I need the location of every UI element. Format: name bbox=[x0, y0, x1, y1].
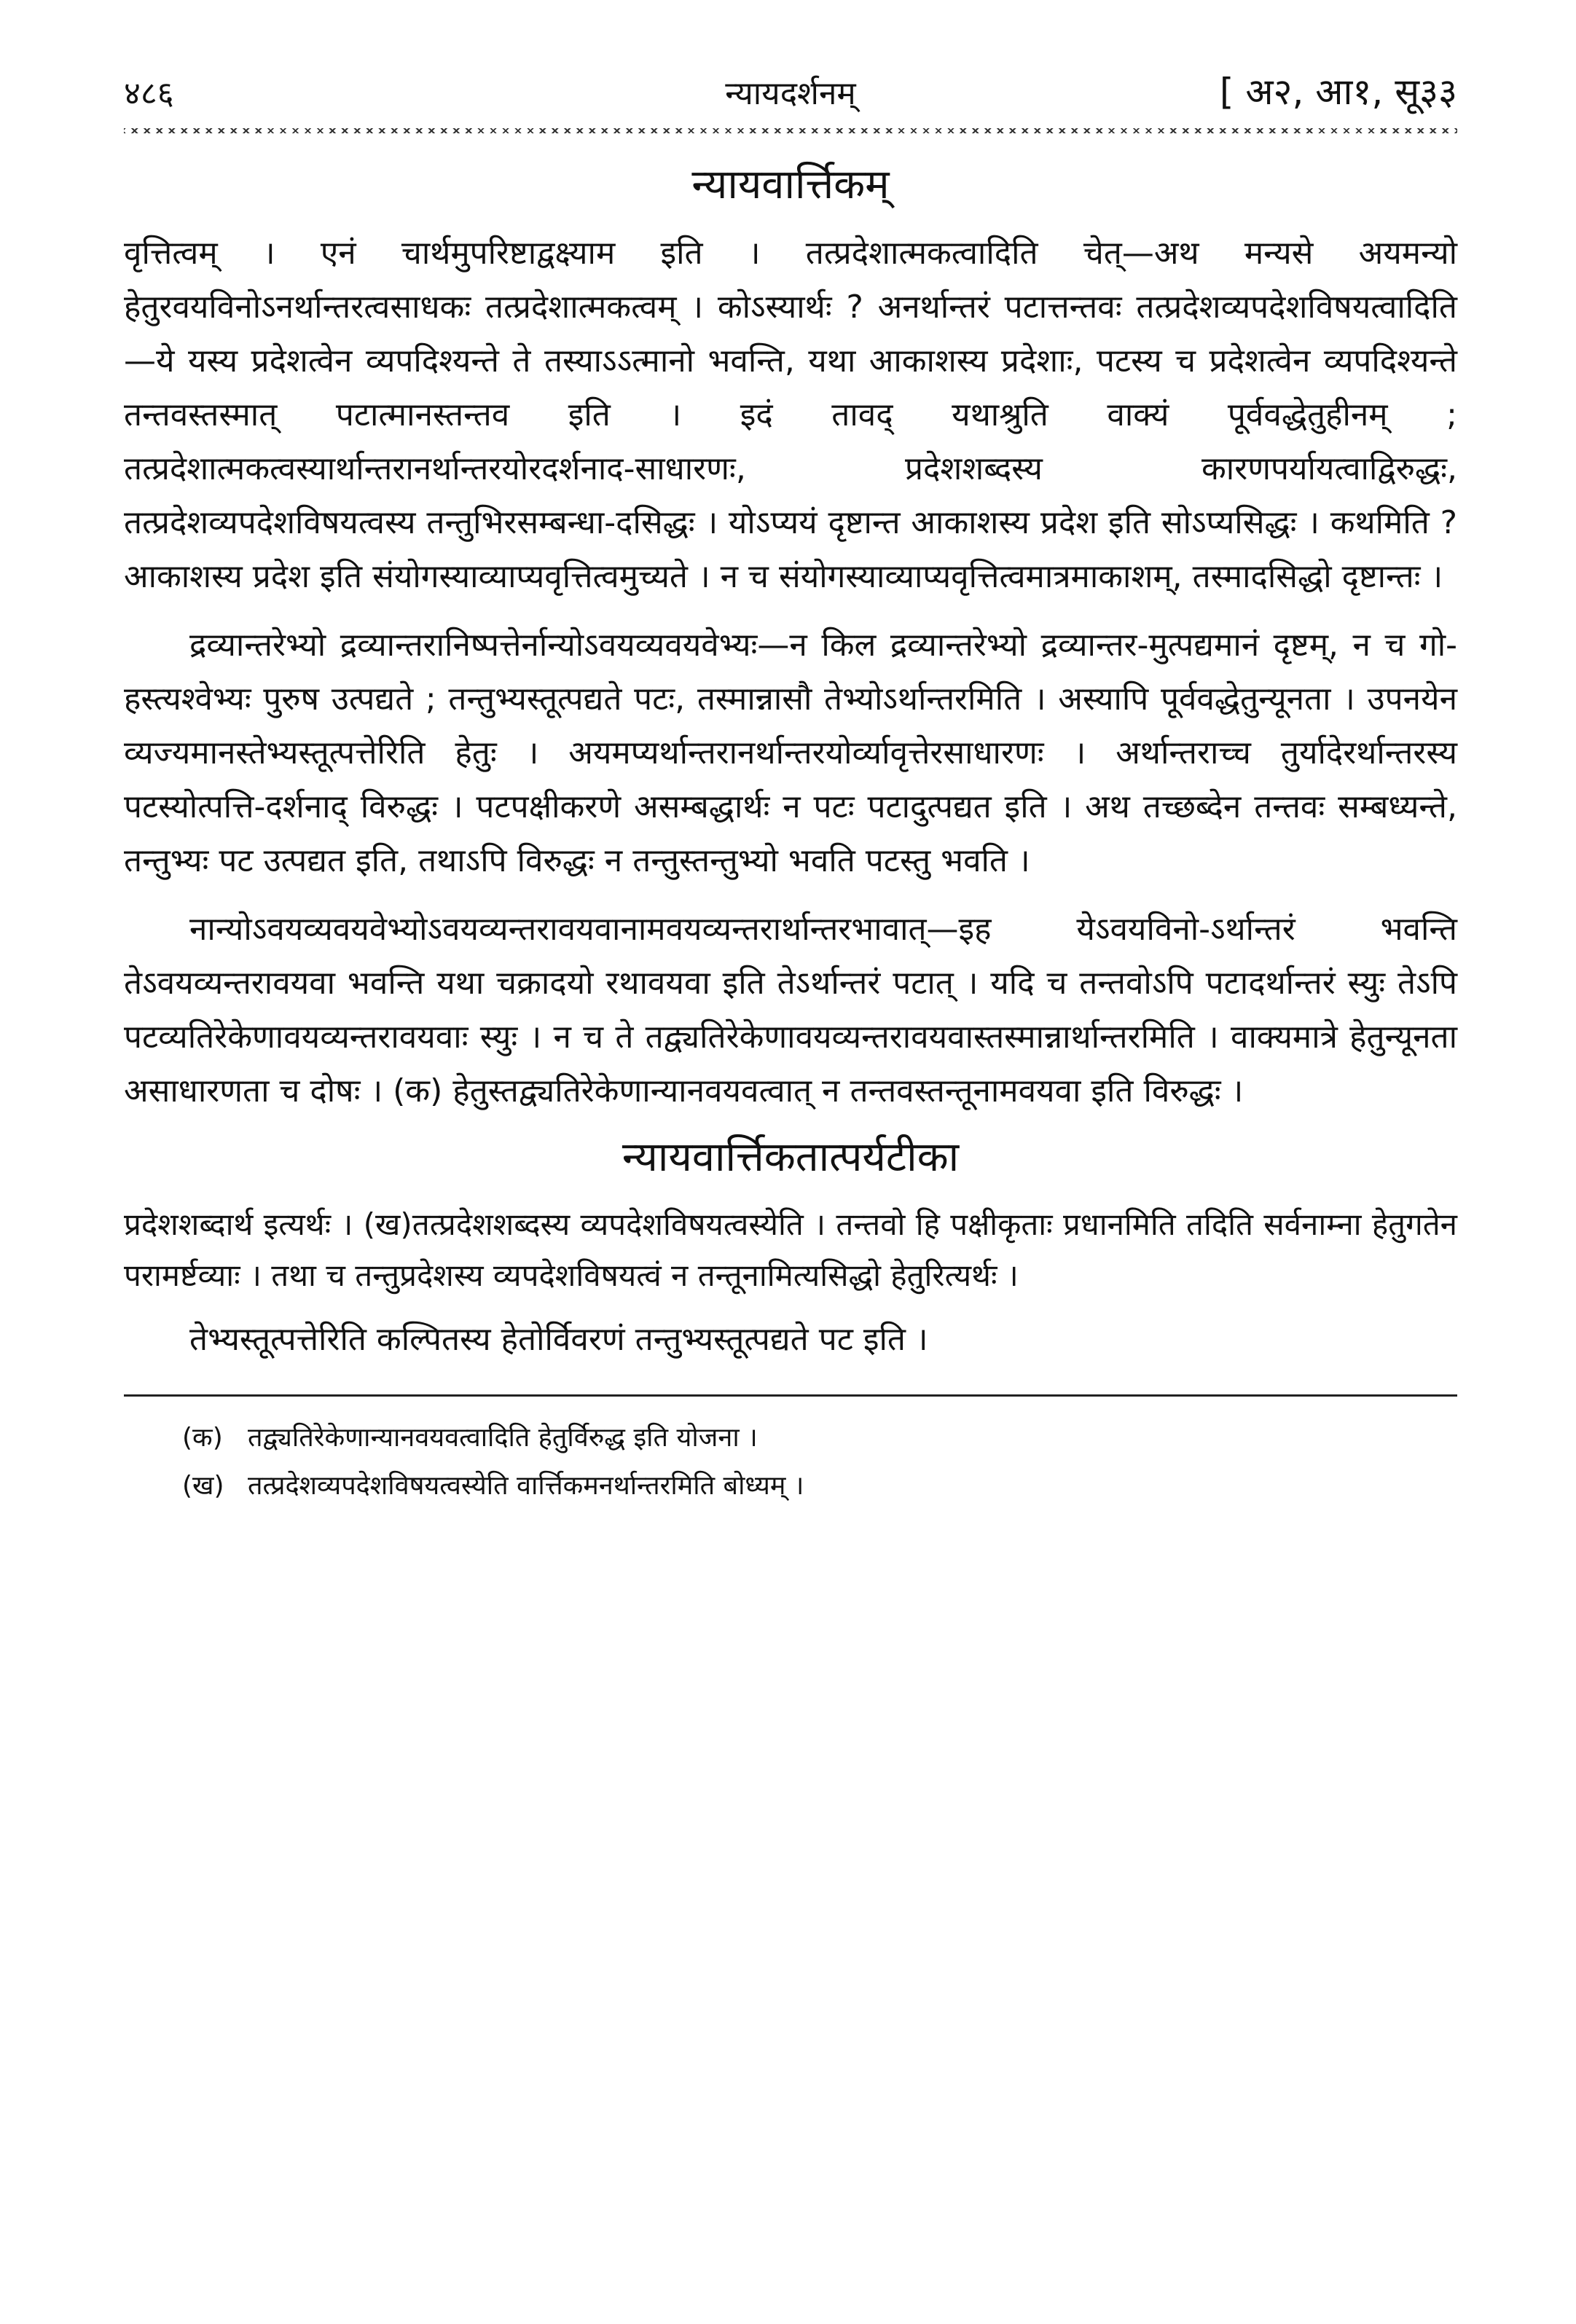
varttika-paragraph: द्रव्यान्तरेभ्यो द्रव्यान्तरानिष्पत्तेर्नान्योऽवयव्यवयवेभ्यः—न किल द्रव्यान्तरेभ्यो द्रव्यान्तर-मुत्पद्यमानं दृष्टम्, न च गो-हस्त्यश्वेभ्यः पुरुष उत्पद्यते ; तन्तुभ्यस्तूत्पद्यते पटः, तस्मान्नासौ तेभ्योऽर्थान्तरमिति । अस्यापि पूर्ववद्धेतुन्यूनता । उपनयेन व्यज्यमानस्तेभ्यस्तूत्पत्तेरिति हेतुः । अयमप्यर्थान्तरानर्थान्तरयोर्व्यावृत्तेरसाधारणः । अर्थान्तराच्च तुर्यादेरर्थान्तरस्य पटस्योत्पत्ति-दर्शनाद् विरुद्धः । पटपक्षीकरणे असम्बद्धार्थः न पटः पटादुत्पद्यत इति । अथ तच्छब्देन तन्तवः सम्बध्यन्ते, तन्तुभ्यः पट उत्पद्यत इति, तथाऽपि विरुद्धः न तन्तुस्तन्तुभ्यो भवति पटस्तु भवति । bbox=[124, 627, 1457, 880]
footnote-marker: (क) bbox=[182, 1423, 223, 1453]
section-title-tatparyatika: न्यायवार्त्तिकतात्पर्यटीका bbox=[622, 1134, 960, 1182]
footnote-separator bbox=[124, 1394, 1457, 1397]
tika-paragraph: प्रदेशशब्दार्थ इत्यर्थः । (ख)तत्प्रदेशशब्दस्य व्यपदेशविषयत्वस्येति । तन्तवो हि पक्षीकृताः प्रधानमिति तदिति सर्वनाम्ना हेतुगतेन परामर्ष्टव्याः । तथा च तन्तुप्रदेशस्य व्यपदेशविषयत्वं न तन्तूनामित्यसिद्धो हेतुरित्यर्थः । bbox=[124, 1206, 1457, 1294]
varttika-paragraph: वृत्तित्वम् । एनं चार्थमुपरिष्टाद्वक्ष्याम इति । तत्प्रदेशात्मकत्वादिति चेत्—अथ मन्यसे अयमन्यो हेतुरवयविनोऽनर्थान्तरत्वसाधकः तत्प्रदेशात्मकत्वम् । कोऽस्यार्थः ? अनर्थान्तरं पटात्तन्तवः तत्प्रदेशव्यपदेशविषयत्वादिति—ये यस्य प्रदेशत्वेन व्यपदिश्यन्ते ते तस्याऽऽत्मानो भवन्ति, यथा आकाशस्य प्रदेशाः, पटस्य च प्रदेशत्वेन व्यपदिश्यन्ते तन्तवस्तस्मात् पटात्मानस्तन्तव इति । इदं तावद् यथाश्रुति वाक्यं पूर्ववद्धेतुहीनम् ; तत्प्रदेशात्मकत्वस्यार्थान्तरानर्थान्तरयोरदर्शनाद-साधारणः, प्रदेशशब्दस्य कारणपर्यायत्वाद्विरुद्धः, तत्प्रदेशव्यपदेशविषयत्वस्य तन्तुभिरसम्बन्धा-दसिद्धः । योऽप्ययं दृष्टान्त आकाशस्य प्रदेश इति सोऽप्यसिद्धः । कथमिति ? आकाशस्य प्रदेश इति संयोगस्याव्याप्यवृत्तित्वमुच्यते । न च संयोगस्याव्याप्यवृत्तित्वमात्रमाकाशम्, तस्मादसिद्धो दृष्टान्तः । bbox=[124, 235, 1457, 596]
footnote-text: तद्व्यतिरेकेणान्यानवयवत्वादिति हेतुर्विरुद्ध इति योजना । bbox=[248, 1423, 758, 1453]
page-number: ४८६ bbox=[124, 75, 174, 112]
footnote bbox=[124, 1414, 1457, 1462]
varttika-paragraph: नान्योऽवयव्यवयवेभ्योऽवयव्यन्तरावयवानामवयव्यन्तरार्थान्तरभावात्—इह येऽवयविनो-ऽर्थान्तरं भवन्ति तेऽवयव्यन्तरावयवा भवन्ति यथा चक्रादयो रथावयवा इति तेऽर्थान्तरं पटात् । यदि च तन्तवोऽपि पटादर्थान्तरं स्युः तेऽपि पटव्यतिरेकेणावयव्यन्तरावयवाः स्युः । न च ते तद्व्यतिरेकेणावयव्यन्तरावयवास्तस्मान्नार्थान्तरमिति । वाक्यमात्रे हेतुन्यूनता असाधारणता च दोषः । (क) हेतुस्तद्व्यतिरेकेणान्यानवयवत्वात् न तन्तवस्तन्तूनामवयवा इति विरुद्धः । bbox=[124, 911, 1457, 1110]
page-header bbox=[124, 66, 1457, 124]
footnote bbox=[124, 1462, 1457, 1510]
tika-paragraph: तेभ्यस्तूत्पत्तेरिति कल्पितस्य हेतोर्विवरणं तन्तुभ्यस्तूत्पद्यते पट इति । bbox=[189, 1321, 928, 1359]
section-title-nyayavarttika: न्यायवार्त्तिकम् bbox=[691, 161, 890, 208]
footnote-marker: (ख) bbox=[182, 1471, 224, 1501]
page bbox=[124, 66, 1457, 1510]
footnote-text: तत्प्रदेशव्यपदेशविषयत्वस्येति वार्त्तिकमनर्थान्तरमिति बोध्यम् । bbox=[248, 1471, 804, 1501]
header-divider bbox=[124, 128, 1457, 138]
running-title: न्यायदर्शनम् bbox=[725, 75, 856, 112]
section-reference: [ अ२, आ१, सू३३ bbox=[1219, 71, 1457, 113]
